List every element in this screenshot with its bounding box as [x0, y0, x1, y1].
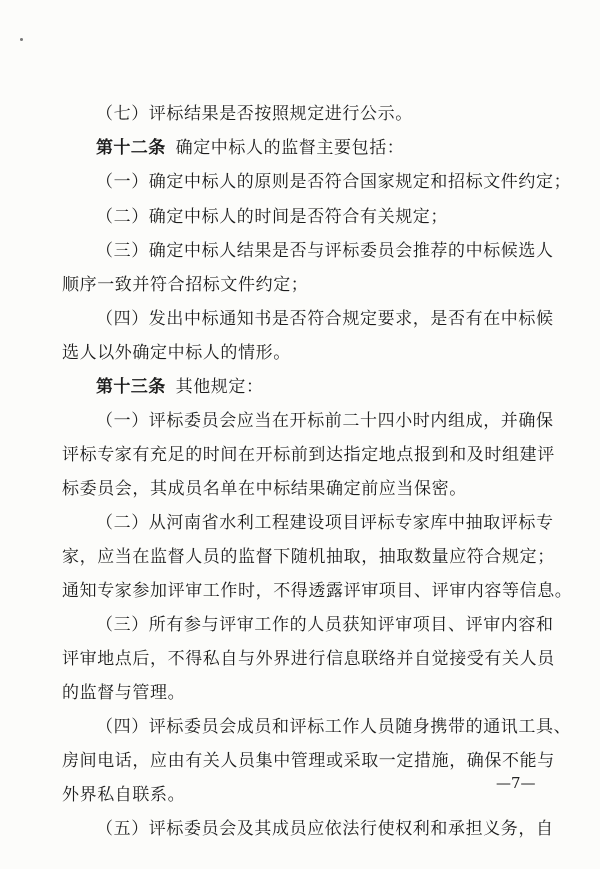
- scan-speck: [20, 38, 23, 41]
- text-line: 外界私自联系。: [62, 785, 186, 805]
- text-line: 选人以外确定中标人的情形。: [62, 343, 291, 363]
- text-line: 的监督与管理。: [62, 683, 186, 703]
- text-line: （四）发出中标通知书是否符合规定要求，是否有在中标候: [96, 309, 554, 329]
- text-line: （二）确定中标人的时间是否符合有关规定；: [96, 207, 448, 227]
- text-line: 其他规定：: [175, 377, 264, 397]
- text-line: （四）评标委员会成员和评标工作人员随身携带的通讯工具、: [96, 717, 572, 737]
- text-line: 标委员会，其成员名单在中标结果确定前应当保密。: [62, 479, 467, 499]
- text-line: 评审地点后，不得私自与外界进行信息联络并自觉接受有关人员: [62, 649, 555, 669]
- page-number: —7—: [496, 774, 536, 792]
- text-line: 房间电话，应由有关人员集中管理或采取一定措施，确保不能与: [62, 751, 555, 771]
- text-line: （三）确定中标人结果是否与评标委员会推荐的中标候选人: [96, 241, 554, 261]
- text-line: 顺序一致并符合招标文件约定；: [62, 275, 309, 295]
- text-line: 通知专家参加评审工作时，不得透露评审项目、评审内容等信息。: [62, 581, 573, 601]
- article-number: 第十三条: [96, 377, 166, 397]
- article-number: 第十二条: [96, 138, 166, 158]
- text-line: （五）评标委员会及其成员应依法行使权利和承担义务，自: [96, 819, 554, 839]
- text-line: （七）评标结果是否按照规定进行公示。: [96, 104, 413, 124]
- text-line: （一）确定中标人的原则是否符合国家规定和招标文件约定；: [96, 172, 572, 192]
- text-line: 家，应当在监督人员的监督下随机抽取，抽取数量应符合规定；: [62, 547, 555, 567]
- text-line: 评标专家有充足的时间在开标前到达指定地点报到和及时组建评: [62, 445, 555, 465]
- text-line: （三）所有参与评审工作的人员获知评审项目、评审内容和: [96, 615, 554, 635]
- text-line: （一）评标委员会应当在开标前二十四小时内组成，并确保: [96, 411, 554, 431]
- article-12-heading: [96, 138, 596, 158]
- text-line: 确定中标人的监督主要包括：: [175, 138, 405, 158]
- article-13-heading: [96, 377, 596, 397]
- text-line: （二）从河南省水利工程建设项目评标专家库中抽取评标专: [96, 513, 554, 533]
